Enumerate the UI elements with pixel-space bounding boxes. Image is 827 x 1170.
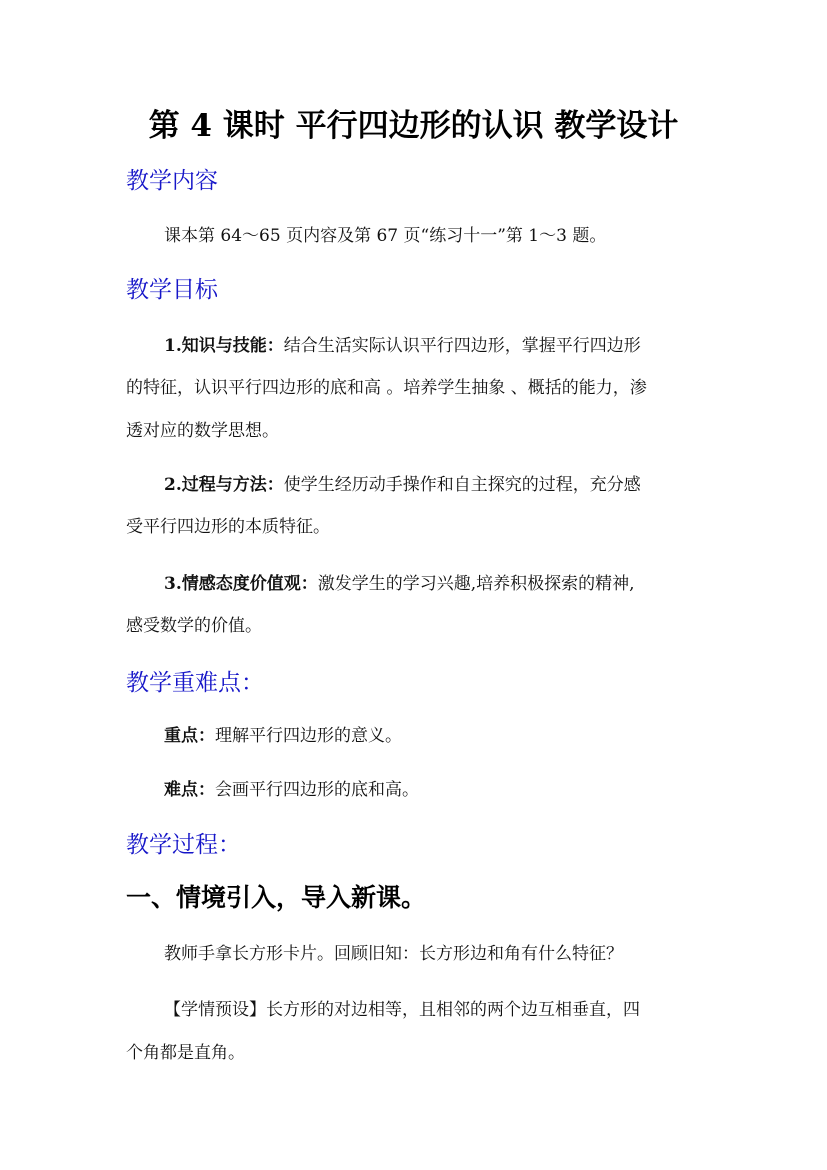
goal1-lead: 1.知识与技能： — [164, 336, 284, 356]
goal1-line3: 透对应的数学思想。 — [126, 421, 279, 441]
step1-line3: 个角都是直角。 — [126, 1043, 245, 1063]
key-point-lead: 重点： — [164, 726, 215, 746]
goal3-lead: 3.情感态度价值观： — [164, 574, 318, 594]
step1-heading: 一、情境引入，导入新课。 — [126, 883, 427, 912]
difficult-point-lead: 难点： — [164, 780, 215, 800]
step1-line1: 教师手拿长方形卡片。回顾旧知：长方形边和角有什么特征？ — [164, 944, 623, 964]
goal2-line2: 受平行四边形的本质特征。 — [126, 517, 330, 537]
content-text: 课本第 64～65 页内容及第 67 页“练习十一”第 1～3 题。 — [164, 226, 607, 246]
goal1-line1 — [164, 331, 744, 356]
page-title: 第 4 课时 平行四边形的认识 教学设计 — [148, 108, 679, 144]
difficult-point-line — [164, 775, 744, 800]
goal3-text1: 激发学生的学习兴趣,培养积极探索的精神, — [317, 574, 635, 594]
heading-teaching-goals: 教学目标 — [126, 277, 218, 303]
heading-teaching-content: 教学内容 — [126, 168, 218, 194]
goal2-lead: 2.过程与方法： — [164, 475, 284, 495]
goal3-line1 — [164, 569, 744, 594]
goal3-line2: 感受数学的价值。 — [126, 616, 262, 636]
goal1-line2: 的特征，认识平行四边形的底和高 。培养学生抽象 、概括的能力，渗 — [126, 378, 647, 398]
heading-key-difficult-points: 教学重难点： — [126, 670, 264, 696]
goal2-text1: 使学生经历动手操作和自主探究的过程，充分感 — [283, 475, 641, 495]
goal1-text1: 结合生活实际认识平行四边形，掌握平行四边形 — [283, 336, 641, 356]
difficult-point-text: 会画平行四边形的底和高。 — [215, 780, 419, 800]
heading-teaching-process: 教学过程： — [126, 832, 241, 858]
goal2-line1 — [164, 470, 744, 495]
key-point-text: 理解平行四边形的意义。 — [215, 726, 402, 746]
step1-line2: 【学情预设】长方形的对边相等，且相邻的两个边互相垂直，四 — [164, 1000, 640, 1020]
key-point-line — [164, 721, 744, 746]
